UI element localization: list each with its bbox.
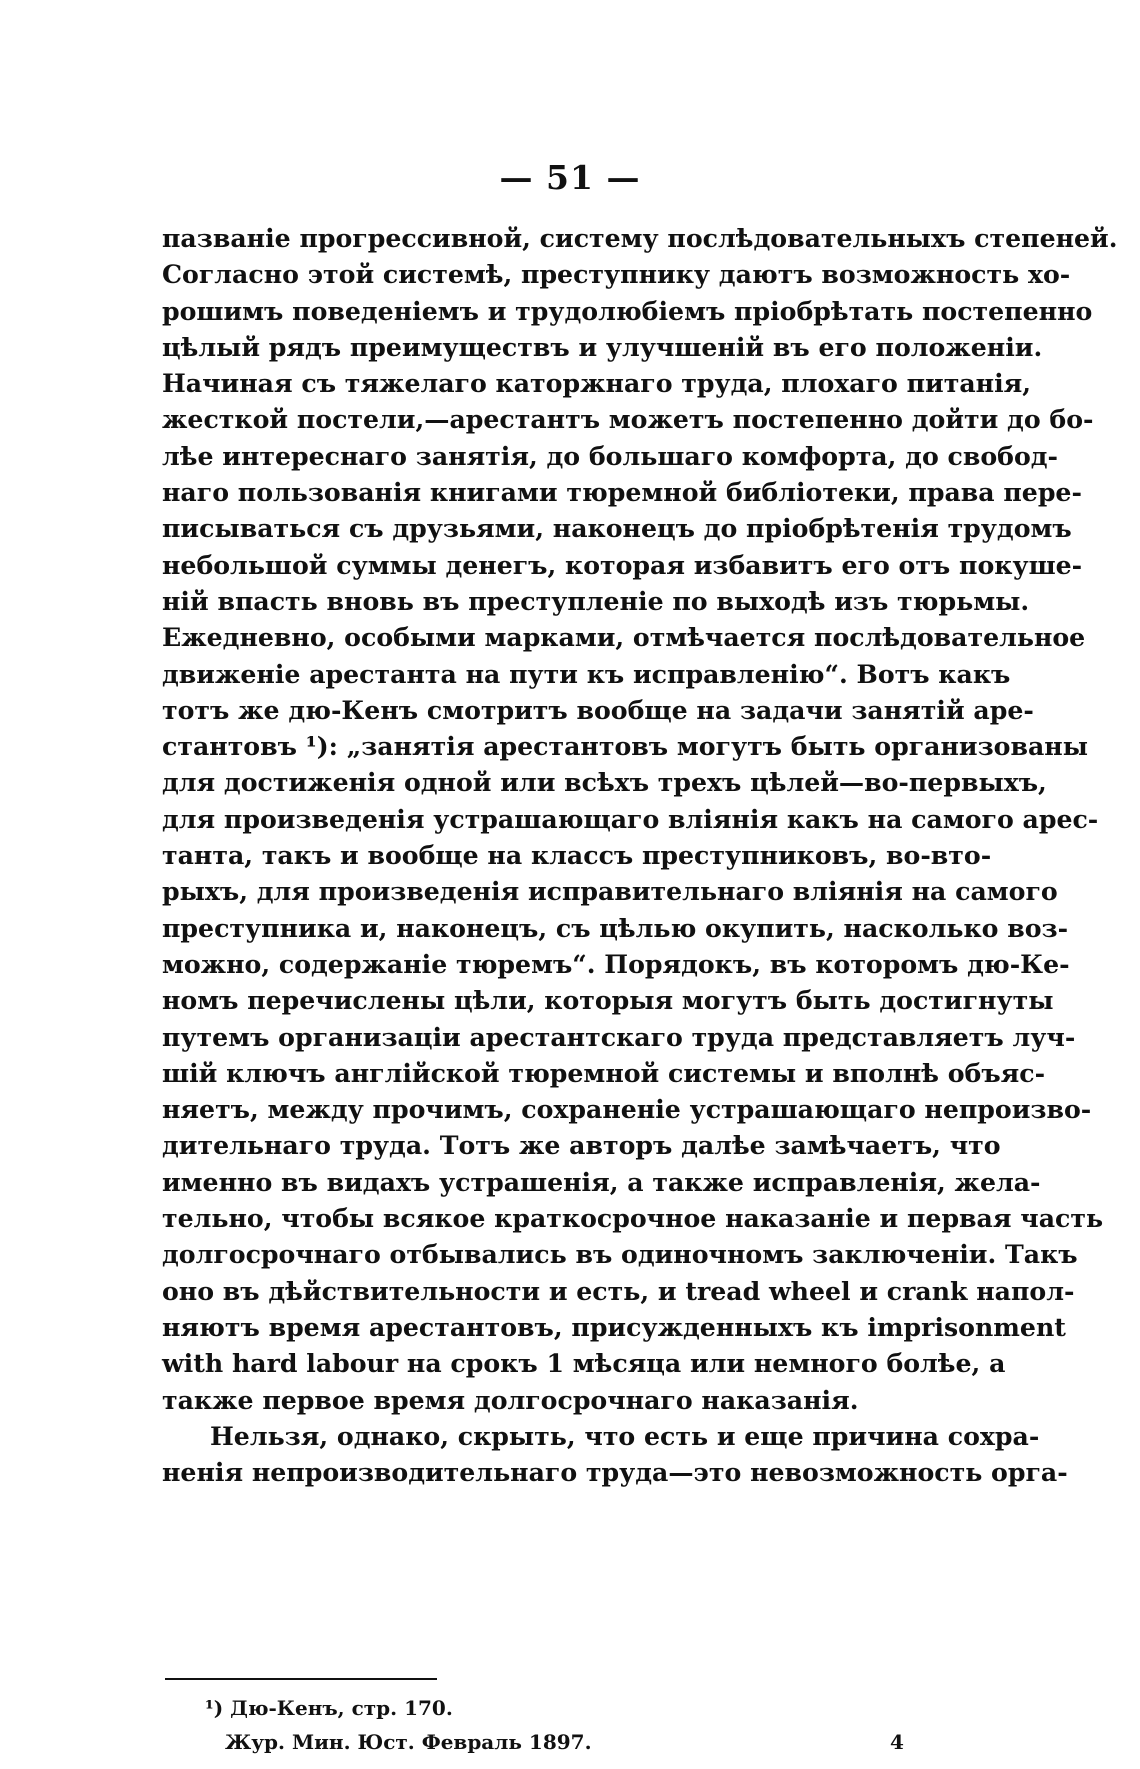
- body-text: [162, 220, 1118, 1490]
- text-line: для произведенія устрашающаго вліянія какъ на самого арес-: [162, 803, 1099, 834]
- text-line: преступника и, наконецъ, съ цѣлью окупить, насколько воз-: [162, 912, 1069, 943]
- text-line: жесткой постели,—арестантъ можетъ постепенно дойти до бо-: [162, 404, 1094, 435]
- text-line: рыхъ, для произведенія исправительнаго вліянія на самого: [162, 876, 1058, 907]
- text-line: тельно, чтобы всякое краткосрочное наказаніе и первая часть: [162, 1203, 1104, 1234]
- text-line: небольшой суммы денегъ, которая избавитъ его отъ покуше-: [162, 549, 1083, 580]
- text-line: можно, содержаніе тюремъ“. Порядокъ, въ которомъ дю-Ке-: [162, 948, 1070, 979]
- text-line: также первое время долгосрочнаго наказанія.: [162, 1384, 859, 1415]
- text-line: стантовъ ¹): „занятія арестантовъ могутъ быть организованы: [162, 731, 1088, 762]
- text-line: ній впасть вновь въ преступленіе по выходѣ изъ тюрьмы.: [162, 585, 1030, 616]
- text-line: наго пользованія книгами тюремной библіотеки, права пере-: [162, 477, 1082, 508]
- footnote: ¹) Дю-Кенъ, стр. 170.: [205, 1696, 453, 1720]
- footnote-divider: [165, 1678, 437, 1680]
- text-line: Нельзя, однако, скрыть, что есть и еще причина сохра-: [210, 1420, 1040, 1451]
- text-line: шій ключъ англійской тюремной системы и вполнѣ объяс-: [162, 1057, 1046, 1088]
- text-line: номъ перечислены цѣли, которыя могутъ быть достигнуты: [162, 985, 1054, 1016]
- text-line: оно въ дѣйствительности и есть, и tread wheel и crank напол-: [162, 1275, 1075, 1306]
- text-line: писываться съ друзьями, наконецъ до пріобрѣтенія трудомъ: [162, 513, 1072, 544]
- signature-mark: 4: [890, 1730, 904, 1754]
- text-line: долгосрочнаго отбывались въ одиночномъ заключеніи. Такъ: [162, 1239, 1078, 1270]
- text-line: ненія непроизводительнаго труда—это невозможность орга-: [162, 1457, 1068, 1488]
- text-line: Начиная съ тяжелаго каторжнаго труда, плохаго питанія,: [162, 368, 1032, 399]
- text-line: танта, такъ и вообще на классъ преступниковъ, во-вто-: [162, 840, 992, 871]
- text-line: тотъ же дю-Кенъ смотритъ вообще на задачи занятій аре-: [162, 694, 1034, 725]
- text-line: для достиженія одной или всѣхъ трехъ цѣлей—во-первыхъ,: [162, 767, 1047, 798]
- page-number: — 51 —: [499, 158, 641, 197]
- text-line: дительнаго труда. Тотъ же авторъ далѣе замѣчаетъ, что: [162, 1130, 1001, 1161]
- text-line: with hard labour на срокъ 1 мѣсяца или немного болѣе, а: [162, 1348, 1006, 1379]
- text-line: няетъ, между прочимъ, сохраненіе устрашающаго непроизво-: [162, 1094, 1092, 1125]
- journal-signature: Жур. Мин. Юст. Февраль 1897.: [225, 1730, 592, 1754]
- text-line: Согласно этой системѣ, преступнику даютъ возможность хо-: [162, 259, 1071, 290]
- text-line: лѣе интереснаго занятія, до большаго комфорта, до свобод-: [162, 440, 1059, 471]
- text-line: рошимъ поведеніемъ и трудолюбіемъ пріобрѣтать постепенно: [162, 295, 1093, 326]
- text-line: пазваніе прогрессивной, систему послѣдовательныхъ степеней.: [162, 223, 1118, 253]
- text-line: цѣлый рядъ преимуществъ и улучшеній въ его положеніи.: [162, 331, 1043, 362]
- text-line: Ежедневно, особыми марками, отмѣчается послѣдовательное: [162, 622, 1086, 653]
- text-line: именно въ видахъ устрашенія, а также исправленія, жела-: [162, 1166, 1041, 1197]
- text-line: путемъ организаціи арестантскаго труда представляетъ луч-: [162, 1021, 1076, 1052]
- text-line: няютъ время арестантовъ, присужденныхъ къ imprisonment: [162, 1311, 1066, 1342]
- text-line: движеніе арестанта на пути къ исправленію“. Вотъ какъ: [162, 658, 1011, 689]
